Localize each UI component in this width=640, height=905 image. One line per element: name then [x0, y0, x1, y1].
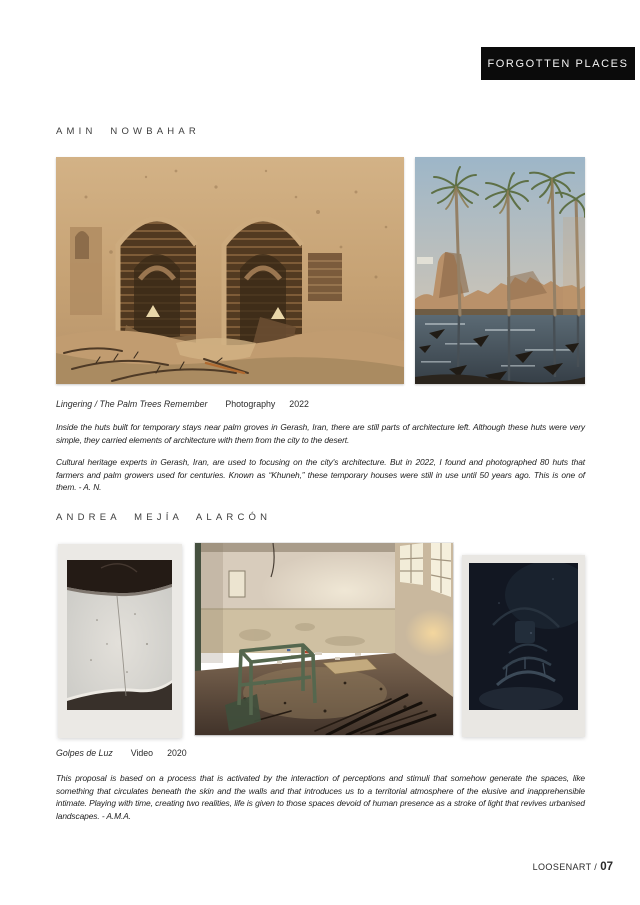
artwork-title: Lingering / The Palm Trees Remember	[56, 399, 208, 409]
palm-ruins-illustration	[415, 157, 585, 384]
artist-name-amin-nowbahar: AMIN NOWBAHAR	[56, 126, 200, 137]
section-banner	[481, 47, 635, 80]
page-footer	[533, 861, 613, 873]
artist-statement-paragraph: This proposal is based on a process that is activated by the interaction of perceptions and stimuli that somehow generate the spaces, like something that circulates beneath the skin and the walls and that introduces us to a territorial atmosphere of the elusive and inapprehensible intimate. Playing with time, creating two realities, life is given to those spaces devoid of human presence as a stroke of light that revives urbanised landscapes. - A.M.A.	[56, 773, 585, 821]
polaroid-dark-illustration	[469, 563, 578, 710]
artwork-year: 2020	[167, 748, 187, 758]
polaroid-inner-image	[67, 560, 172, 710]
polaroid-inner-image	[469, 563, 578, 710]
artwork-medium: Photography	[225, 399, 276, 409]
photo-palm-grove-ruins	[415, 157, 585, 384]
mud-arches-illustration	[56, 157, 404, 384]
artwork-medium: Video	[130, 748, 154, 758]
photo-polaroid-dark-structure	[462, 555, 585, 737]
banner-title: FORGOTTEN PLACES	[487, 57, 629, 70]
interior-illustration	[195, 543, 453, 735]
footer-brand: LOOSENART /	[532, 862, 598, 872]
artist-name-andrea-mejia-alarcon: ANDREA MEJÍA ALARCÓN	[56, 512, 272, 523]
artist-statement-paragraph: Cultural heritage experts in Gerash, Iran, are used to focusing on the city's architecture. But in 2022, I found and photographed 80 huts that farmers and palm growers used for centuries. Known as “Khuneh,” these temporary houses were still in use until 50 years ago. This is one of them. - A. N.	[56, 457, 585, 492]
artist-statement-paragraph: Inside the huts built for temporary stays near palm groves in Gerash, Iran, there are still parts of architecture left. Although these huts were very simple, they carried elements of architecture with them from the city to the desert.	[56, 422, 585, 445]
artwork-year: 2022	[289, 399, 309, 409]
polaroid-light-illustration	[67, 560, 172, 710]
photo-abandoned-interior	[195, 543, 453, 735]
artwork-title: Golpes de Luz	[56, 748, 113, 758]
footer-page-number: 07	[600, 861, 613, 873]
photo-polaroid-light-surface	[58, 544, 182, 738]
photo-mud-brick-hut-arches	[56, 157, 404, 384]
artwork-caption-2	[56, 748, 187, 758]
artwork-caption-1	[56, 399, 309, 409]
